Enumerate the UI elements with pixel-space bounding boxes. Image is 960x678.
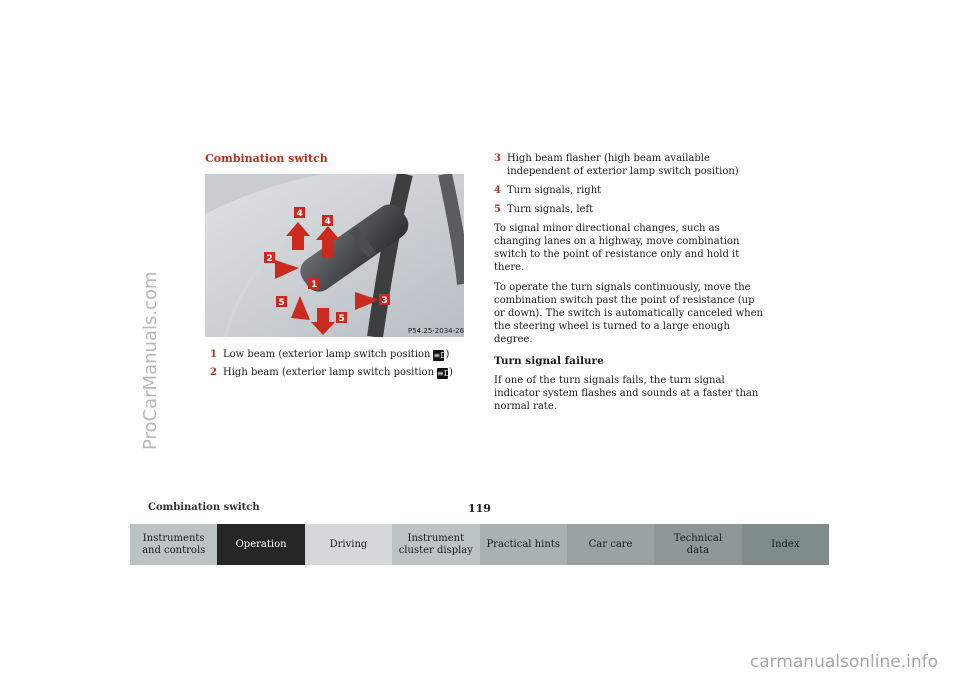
subsection-title: Turn signal failure (494, 355, 604, 367)
footer-section-title: Combination switch (148, 502, 260, 513)
chapter-navigation-bar (130, 524, 829, 565)
legend-number: 3 (494, 153, 501, 164)
low-beam-symbol-icon: ≡D (433, 351, 447, 360)
body-text-right (494, 152, 764, 420)
legend-item-2 (210, 366, 465, 379)
nav-operation[interactable]: Operation (217, 524, 304, 565)
legend-item-3 (494, 152, 764, 178)
legend-number: 4 (494, 185, 501, 196)
paragraph-continuous: To operate the turn signals continuously, move the combination switch past the point of resistance (up or down). The switch is automatically canceled when the steering wheel is turned to a large enough degree. (494, 282, 763, 345)
low-beam-symbol-icon: ≡D (437, 369, 451, 378)
watermark-procarmanuals: ProCarManuals.com (140, 271, 161, 450)
callout-legend-left (210, 348, 465, 384)
legend-text: Turn signals, right (507, 185, 602, 196)
page-number: 119 (468, 502, 491, 515)
legend-text: Low beam (exterior lamp switch position ≡D) (223, 349, 450, 360)
nav-practical-hints[interactable]: Practical hints (480, 524, 567, 565)
nav-car-care[interactable]: Car care (567, 524, 654, 565)
legend-text: High beam flasher (high beam available independent of exterior lamp switch position) (507, 153, 739, 177)
callout-3: 3 (381, 296, 388, 306)
nav-technical-data[interactable]: Technical data (654, 524, 741, 565)
callout-1: 1 (311, 280, 318, 290)
legend-item-4 (494, 184, 764, 197)
nav-instruments-and-controls[interactable]: Instruments and controls (130, 524, 217, 565)
legend-item-1 (210, 348, 465, 361)
nav-index[interactable]: Index (742, 524, 829, 565)
callout-2: 2 (266, 254, 273, 264)
combination-switch-illustration (205, 174, 464, 337)
legend-number: 5 (494, 204, 501, 215)
callout-4b: 4 (324, 217, 331, 227)
legend-number: 1 (210, 349, 217, 360)
callout-5b: 5 (338, 314, 345, 324)
legend-number: 2 (210, 367, 217, 378)
subsection-text: If one of the turn signals fails, the turn signal indicator system flashes and sounds at a faster than normal rate. (494, 375, 759, 412)
nav-instrument-cluster-display[interactable]: Instrument cluster display (392, 524, 479, 565)
paragraph-minor-changes: To signal minor directional changes, such as changing lanes on a highway, move combination switch to the point of resistance only and hold it there. (494, 223, 740, 273)
callout-5a: 5 (278, 298, 285, 308)
watermark-carmanualsonline: carmanualsonline.info (749, 652, 938, 672)
section-title: Combination switch (205, 152, 328, 165)
figure-code: P54.25-2034-26 (408, 327, 465, 335)
legend-item-5 (494, 203, 764, 216)
switch-diagram (205, 174, 464, 337)
legend-text: High beam (exterior lamp switch position ≡D) (223, 367, 453, 378)
nav-driving[interactable]: Driving (305, 524, 392, 565)
callout-4a: 4 (296, 209, 303, 219)
legend-text: Turn signals, left (507, 204, 594, 215)
